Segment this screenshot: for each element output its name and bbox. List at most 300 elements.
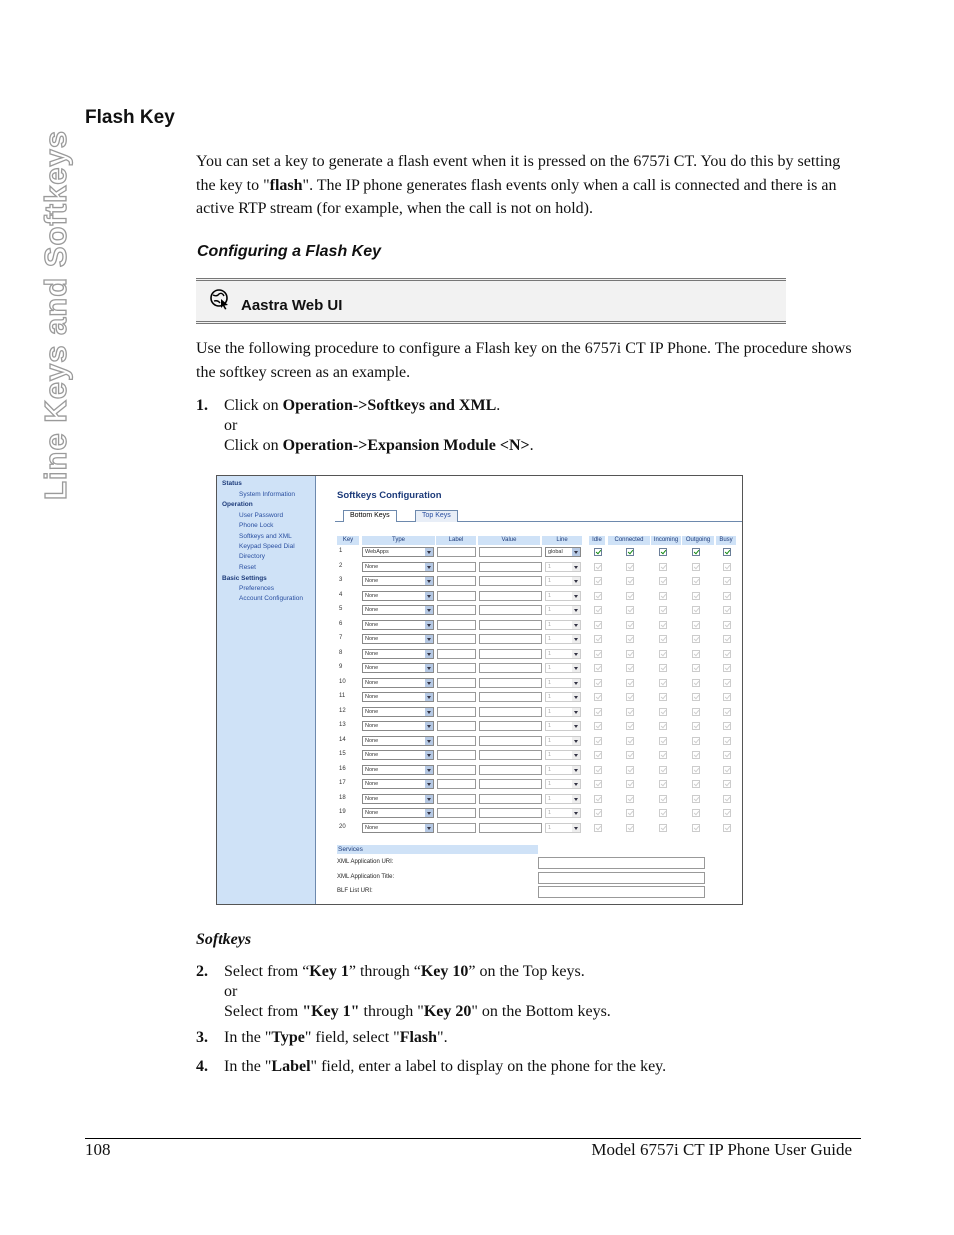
connected-checkbox[interactable]: [626, 563, 634, 571]
table-row: [337, 778, 737, 792]
busy-checkbox[interactable]: [723, 766, 731, 774]
nav-item[interactable]: Basic Settings: [222, 575, 267, 582]
aastra-web-ui-label: Aastra Web UI: [241, 297, 343, 314]
incoming-checkbox[interactable]: [659, 708, 667, 716]
connected-checkbox[interactable]: [626, 766, 634, 774]
nav-item[interactable]: User Password: [239, 512, 284, 519]
chevron-down-icon: [572, 766, 580, 774]
value-input[interactable]: [479, 823, 542, 833]
intro-text: You can set a key to generate a flash event when it is pressed on the 6757i CT. You do this by setting the key to ": [196, 153, 841, 194]
value-input[interactable]: [479, 692, 542, 702]
nav-item[interactable]: Directory: [239, 553, 266, 560]
connected-checkbox[interactable]: [626, 824, 634, 832]
busy-checkbox[interactable]: [723, 693, 731, 701]
outgoing-checkbox[interactable]: [692, 563, 700, 571]
type-select[interactable]: [362, 779, 434, 789]
idle-checkbox[interactable]: [594, 766, 602, 774]
type-select[interactable]: [362, 823, 434, 833]
label-input[interactable]: [437, 605, 476, 615]
type-select[interactable]: [362, 634, 434, 644]
column-header: Outgoing: [682, 536, 714, 545]
line-select[interactable]: [545, 605, 581, 615]
idle-checkbox[interactable]: [594, 650, 602, 658]
type-select[interactable]: [362, 692, 434, 702]
type-select[interactable]: [362, 649, 434, 659]
column-header: Value: [478, 536, 540, 545]
incoming-checkbox[interactable]: [659, 722, 667, 730]
connected-checkbox[interactable]: [626, 621, 634, 629]
label-input[interactable]: [437, 562, 476, 572]
incoming-checkbox[interactable]: [659, 635, 667, 643]
value-input[interactable]: [479, 634, 542, 644]
connected-checkbox[interactable]: [626, 708, 634, 716]
busy-checkbox[interactable]: [723, 563, 731, 571]
chevron-down-icon: [572, 606, 580, 614]
type-select[interactable]: [362, 620, 434, 630]
line-select[interactable]: [545, 620, 581, 630]
connected-checkbox[interactable]: [626, 679, 634, 687]
busy-checkbox[interactable]: [723, 621, 731, 629]
table-row: [337, 735, 737, 749]
value-input[interactable]: [479, 808, 542, 818]
key-number: 10: [339, 678, 346, 685]
busy-checkbox[interactable]: [723, 592, 731, 600]
connected-checkbox[interactable]: [626, 650, 634, 658]
column-header: Key: [337, 536, 359, 545]
type-select[interactable]: [362, 547, 434, 557]
label-input[interactable]: [437, 620, 476, 630]
line-select-value: 1: [548, 563, 552, 570]
idle-checkbox[interactable]: [594, 795, 602, 803]
key-number: 3: [339, 577, 343, 583]
line-select-value: 1: [548, 781, 552, 787]
idle-checkbox[interactable]: [594, 722, 602, 730]
value-input[interactable]: [479, 678, 542, 688]
incoming-checkbox[interactable]: [659, 592, 667, 600]
outgoing-checkbox[interactable]: [692, 577, 700, 585]
value-input[interactable]: [479, 576, 542, 586]
label-input[interactable]: [437, 750, 476, 760]
line-select[interactable]: [545, 808, 581, 818]
key-number: 20: [339, 823, 346, 830]
busy-checkbox[interactable]: [723, 795, 731, 803]
type-select[interactable]: [362, 707, 434, 717]
idle-checkbox[interactable]: [594, 824, 602, 832]
column-header: Type: [362, 536, 435, 545]
idle-checkbox[interactable]: [594, 708, 602, 716]
type-select-value: None: [365, 723, 379, 729]
outgoing-checkbox[interactable]: [692, 635, 700, 643]
key-number: 19: [339, 809, 346, 815]
line-select[interactable]: [545, 634, 581, 644]
connected-checkbox[interactable]: [626, 751, 634, 759]
nav-item[interactable]: Operation: [222, 501, 253, 508]
value-input[interactable]: [479, 547, 542, 557]
step-text: Select from: [224, 1003, 303, 1020]
type-select[interactable]: [362, 576, 434, 586]
chevron-down-icon: [425, 737, 433, 745]
column-header: Incoming: [651, 536, 681, 545]
line-select[interactable]: [545, 721, 581, 731]
key-term: Key 10: [420, 963, 469, 980]
value-input[interactable]: [479, 765, 542, 775]
key-number: 11: [339, 693, 346, 699]
step-1-line-2: [224, 436, 844, 456]
line-select[interactable]: [545, 663, 581, 673]
intro-paragraph: [196, 150, 856, 221]
outgoing-checkbox[interactable]: [692, 722, 700, 730]
value-input[interactable]: [479, 591, 542, 601]
busy-checkbox[interactable]: [723, 708, 731, 716]
step-text: In the ": [224, 1058, 272, 1075]
idle-checkbox[interactable]: [594, 664, 602, 672]
idle-checkbox[interactable]: [594, 563, 602, 571]
label-input[interactable]: [437, 721, 476, 731]
outgoing-checkbox[interactable]: [692, 548, 700, 556]
line-select[interactable]: [545, 649, 581, 659]
step-number: 3.: [196, 1029, 208, 1046]
value-input[interactable]: [479, 750, 542, 760]
incoming-checkbox[interactable]: [659, 664, 667, 672]
label-input[interactable]: [437, 576, 476, 586]
connected-checkbox[interactable]: [626, 809, 634, 817]
table-row: [337, 575, 737, 589]
busy-checkbox[interactable]: [723, 809, 731, 817]
chevron-down-icon: [572, 577, 580, 585]
idle-checkbox[interactable]: [594, 693, 602, 701]
connected-checkbox[interactable]: [626, 577, 634, 585]
service-label: XML Application Title:: [337, 873, 395, 880]
page-number: 108: [85, 1140, 111, 1159]
nav-item[interactable]: Reset: [239, 564, 256, 571]
step-text: Select from “: [224, 963, 310, 980]
key-number: 18: [339, 794, 346, 801]
intro-text-end: ". The IP phone generates flash events only when a call is connected and there is an active RTP stream (for example, when the call is not on hold).: [196, 176, 837, 217]
connected-checkbox[interactable]: [626, 592, 634, 600]
incoming-checkbox[interactable]: [659, 737, 667, 745]
chevron-down-icon: [425, 548, 433, 556]
value-input[interactable]: [479, 736, 542, 746]
line-select[interactable]: [545, 707, 581, 717]
busy-checkbox[interactable]: [723, 664, 731, 672]
footer-rule: [85, 1138, 861, 1139]
chevron-down-icon: [425, 809, 433, 817]
nav-item[interactable]: Account Configuration: [239, 595, 303, 602]
incoming-checkbox[interactable]: [659, 795, 667, 803]
line-select[interactable]: [545, 765, 581, 775]
procedure-intro: Use the following procedure to configure a Flash key on the 6757i CT IP Phone. The procedure shows the softkey screen as an example.: [196, 340, 852, 381]
line-select[interactable]: [545, 779, 581, 789]
line-select-value: 1: [548, 795, 552, 802]
chevron-down-icon: [425, 635, 433, 643]
step-1-line-1: [224, 396, 844, 416]
incoming-checkbox[interactable]: [659, 693, 667, 701]
busy-checkbox[interactable]: [723, 722, 731, 730]
outgoing-checkbox[interactable]: [692, 795, 700, 803]
nav-item[interactable]: Softkeys and XML: [239, 533, 292, 540]
value-input[interactable]: [479, 605, 542, 615]
type-select[interactable]: [362, 765, 434, 775]
step-text: Click on: [224, 397, 283, 414]
incoming-checkbox[interactable]: [659, 751, 667, 759]
table-row: [337, 662, 737, 676]
nav-item[interactable]: Keypad Speed Dial: [239, 543, 295, 550]
busy-checkbox[interactable]: [723, 635, 731, 643]
step-1-or: or: [224, 417, 238, 434]
line-select[interactable]: [545, 547, 581, 557]
idle-checkbox[interactable]: [594, 809, 602, 817]
outgoing-checkbox[interactable]: [692, 693, 700, 701]
label-input[interactable]: [437, 634, 476, 644]
service-label: BLF List URI:: [337, 888, 373, 894]
step-text: ” through “: [348, 963, 421, 980]
idle-checkbox[interactable]: [594, 780, 602, 788]
line-select[interactable]: [545, 692, 581, 702]
web-ui-nav-sidebar: [217, 476, 316, 904]
label-input[interactable]: [437, 678, 476, 688]
label-input[interactable]: [437, 692, 476, 702]
incoming-checkbox[interactable]: [659, 780, 667, 788]
chevron-down-icon: [425, 722, 433, 730]
outgoing-checkbox[interactable]: [692, 751, 700, 759]
menu-path-softkeys: Operation->Softkeys and XML: [282, 397, 497, 414]
line-select-value: 1: [548, 607, 552, 613]
incoming-checkbox[interactable]: [659, 824, 667, 832]
field-term: Type: [271, 1029, 305, 1046]
tab-bottom-keys[interactable]: Bottom Keys: [343, 510, 397, 522]
nav-item[interactable]: Preferences: [239, 585, 275, 592]
chevron-down-icon: [425, 650, 433, 658]
idle-checkbox[interactable]: [594, 592, 602, 600]
type-select-value: None: [365, 810, 379, 816]
line-select[interactable]: [545, 823, 581, 833]
chevron-down-icon: [572, 621, 580, 629]
incoming-checkbox[interactable]: [659, 563, 667, 571]
step-2-line-1: [224, 962, 844, 982]
outgoing-checkbox[interactable]: [692, 664, 700, 672]
step-text: Click on: [224, 437, 283, 454]
outgoing-checkbox[interactable]: [692, 809, 700, 817]
key-term: "Key 1": [302, 1003, 360, 1020]
nav-item[interactable]: Status: [222, 480, 242, 487]
label-input[interactable]: [437, 591, 476, 601]
line-select[interactable]: [545, 576, 581, 586]
chapter-side-tab: [28, 105, 84, 525]
outgoing-checkbox[interactable]: [692, 737, 700, 745]
busy-checkbox[interactable]: [723, 737, 731, 745]
idle-checkbox[interactable]: [594, 577, 602, 585]
chevron-down-icon: [572, 635, 580, 643]
nav-item[interactable]: System Information: [239, 491, 295, 498]
idle-checkbox[interactable]: [594, 548, 602, 556]
idle-checkbox[interactable]: [594, 679, 602, 687]
incoming-checkbox[interactable]: [659, 679, 667, 687]
type-select[interactable]: [362, 794, 434, 804]
outgoing-checkbox[interactable]: [692, 606, 700, 614]
busy-checkbox[interactable]: [723, 548, 731, 556]
service-label: XML Application URI:: [337, 859, 394, 865]
value-input[interactable]: [479, 779, 542, 789]
outgoing-checkbox[interactable]: [692, 592, 700, 600]
value-input[interactable]: [479, 663, 542, 673]
service-input[interactable]: [538, 872, 705, 884]
column-header: Busy: [716, 536, 736, 545]
outgoing-checkbox[interactable]: [692, 650, 700, 658]
line-select[interactable]: [545, 736, 581, 746]
figure-caption: Softkeys: [196, 931, 252, 948]
label-input[interactable]: [437, 663, 476, 673]
idle-checkbox[interactable]: [594, 751, 602, 759]
busy-checkbox[interactable]: [723, 577, 731, 585]
chevron-down-icon: [425, 577, 433, 585]
idle-checkbox[interactable]: [594, 737, 602, 745]
type-select[interactable]: [362, 808, 434, 818]
label-input[interactable]: [437, 649, 476, 659]
chevron-down-icon: [425, 766, 433, 774]
chevron-down-icon: [572, 737, 580, 745]
table-row: [337, 706, 737, 720]
busy-checkbox[interactable]: [723, 650, 731, 658]
value-input[interactable]: [479, 721, 542, 731]
incoming-checkbox[interactable]: [659, 548, 667, 556]
connected-checkbox[interactable]: [626, 737, 634, 745]
value-input[interactable]: [479, 562, 542, 572]
label-input[interactable]: [437, 736, 476, 746]
connected-checkbox[interactable]: [626, 693, 634, 701]
table-row: [337, 677, 737, 691]
idle-checkbox[interactable]: [594, 621, 602, 629]
connected-checkbox[interactable]: [626, 606, 634, 614]
service-input[interactable]: [538, 857, 705, 869]
type-select-value: None: [365, 650, 379, 657]
line-select-value: 1: [548, 592, 552, 599]
chevron-down-icon: [425, 679, 433, 687]
busy-checkbox[interactable]: [723, 679, 731, 687]
connected-checkbox[interactable]: [626, 795, 634, 803]
type-select-value: None: [365, 578, 379, 584]
connected-checkbox[interactable]: [626, 635, 634, 643]
outgoing-checkbox[interactable]: [692, 679, 700, 687]
table-row: [337, 619, 737, 633]
type-select-value: None: [365, 694, 379, 700]
step-text: " on the Bottom keys.: [471, 1003, 611, 1020]
chevron-down-icon: [572, 548, 580, 556]
line-select[interactable]: [545, 678, 581, 688]
chevron-down-icon: [425, 795, 433, 803]
type-select-value: None: [365, 592, 379, 599]
label-input[interactable]: [437, 707, 476, 717]
idle-checkbox[interactable]: [594, 635, 602, 643]
value-input[interactable]: [479, 707, 542, 717]
incoming-checkbox[interactable]: [659, 621, 667, 629]
type-select-value: None: [365, 621, 379, 628]
service-input[interactable]: [538, 886, 705, 898]
idle-checkbox[interactable]: [594, 606, 602, 614]
chevron-down-icon: [425, 563, 433, 571]
busy-checkbox[interactable]: [723, 824, 731, 832]
chevron-down-icon: [425, 708, 433, 716]
value-input[interactable]: [479, 620, 542, 630]
type-select-value: None: [365, 766, 379, 773]
key-term: Key 20: [423, 1003, 472, 1020]
field-term: Flash: [399, 1029, 438, 1046]
label-input[interactable]: [437, 547, 476, 557]
connected-checkbox[interactable]: [626, 548, 634, 556]
chevron-down-icon: [572, 679, 580, 687]
outgoing-checkbox[interactable]: [692, 621, 700, 629]
type-select-value: None: [365, 665, 379, 671]
step-text: .: [496, 397, 501, 414]
key-number: 1: [339, 548, 343, 554]
label-input[interactable]: [437, 823, 476, 833]
incoming-checkbox[interactable]: [659, 577, 667, 585]
line-select-value: 1: [548, 694, 552, 700]
type-select[interactable]: [362, 750, 434, 760]
line-select-value: 1: [548, 810, 552, 816]
label-input[interactable]: [437, 765, 476, 775]
busy-checkbox[interactable]: [723, 751, 731, 759]
busy-checkbox[interactable]: [723, 606, 731, 614]
step-text: ” on the Top keys.: [468, 963, 585, 980]
line-select[interactable]: [545, 591, 581, 601]
line-select-value: 1: [548, 723, 552, 729]
line-select-value: 1: [548, 824, 552, 831]
incoming-checkbox[interactable]: [659, 606, 667, 614]
nav-item[interactable]: Phone Lock: [239, 522, 274, 529]
section-title: Flash Key: [85, 107, 175, 128]
value-input[interactable]: [479, 794, 542, 804]
label-input[interactable]: [437, 779, 476, 789]
label-input[interactable]: [437, 794, 476, 804]
outgoing-checkbox[interactable]: [692, 766, 700, 774]
type-select[interactable]: [362, 562, 434, 572]
incoming-checkbox[interactable]: [659, 650, 667, 658]
step-number: 2.: [196, 963, 208, 980]
busy-checkbox[interactable]: [723, 780, 731, 788]
outgoing-checkbox[interactable]: [692, 708, 700, 716]
value-input[interactable]: [479, 649, 542, 659]
label-input[interactable]: [437, 808, 476, 818]
line-select-value: 1: [548, 621, 552, 628]
line-select[interactable]: [545, 794, 581, 804]
chapter-side-tab-label: Line Keys and Softkeys: [38, 129, 74, 501]
type-select-value: None: [365, 752, 379, 758]
incoming-checkbox[interactable]: [659, 809, 667, 817]
outgoing-checkbox[interactable]: [692, 824, 700, 832]
type-select[interactable]: [362, 663, 434, 673]
incoming-checkbox[interactable]: [659, 766, 667, 774]
connected-checkbox[interactable]: [626, 722, 634, 730]
type-select[interactable]: [362, 736, 434, 746]
chevron-down-icon: [572, 563, 580, 571]
type-select-value: None: [365, 636, 379, 642]
type-select-value: None: [365, 781, 379, 787]
type-select-value: None: [365, 737, 379, 744]
type-select[interactable]: [362, 605, 434, 615]
outgoing-checkbox[interactable]: [692, 780, 700, 788]
connected-checkbox[interactable]: [626, 664, 634, 672]
type-select[interactable]: [362, 591, 434, 601]
key-term: Key 1: [309, 963, 349, 980]
type-select[interactable]: [362, 721, 434, 731]
line-select-value: 1: [548, 578, 552, 584]
connected-checkbox[interactable]: [626, 780, 634, 788]
type-select[interactable]: [362, 678, 434, 688]
chevron-down-icon: [425, 751, 433, 759]
line-select[interactable]: [545, 750, 581, 760]
tab-top-keys[interactable]: Top Keys: [415, 510, 458, 522]
line-select[interactable]: [545, 562, 581, 572]
